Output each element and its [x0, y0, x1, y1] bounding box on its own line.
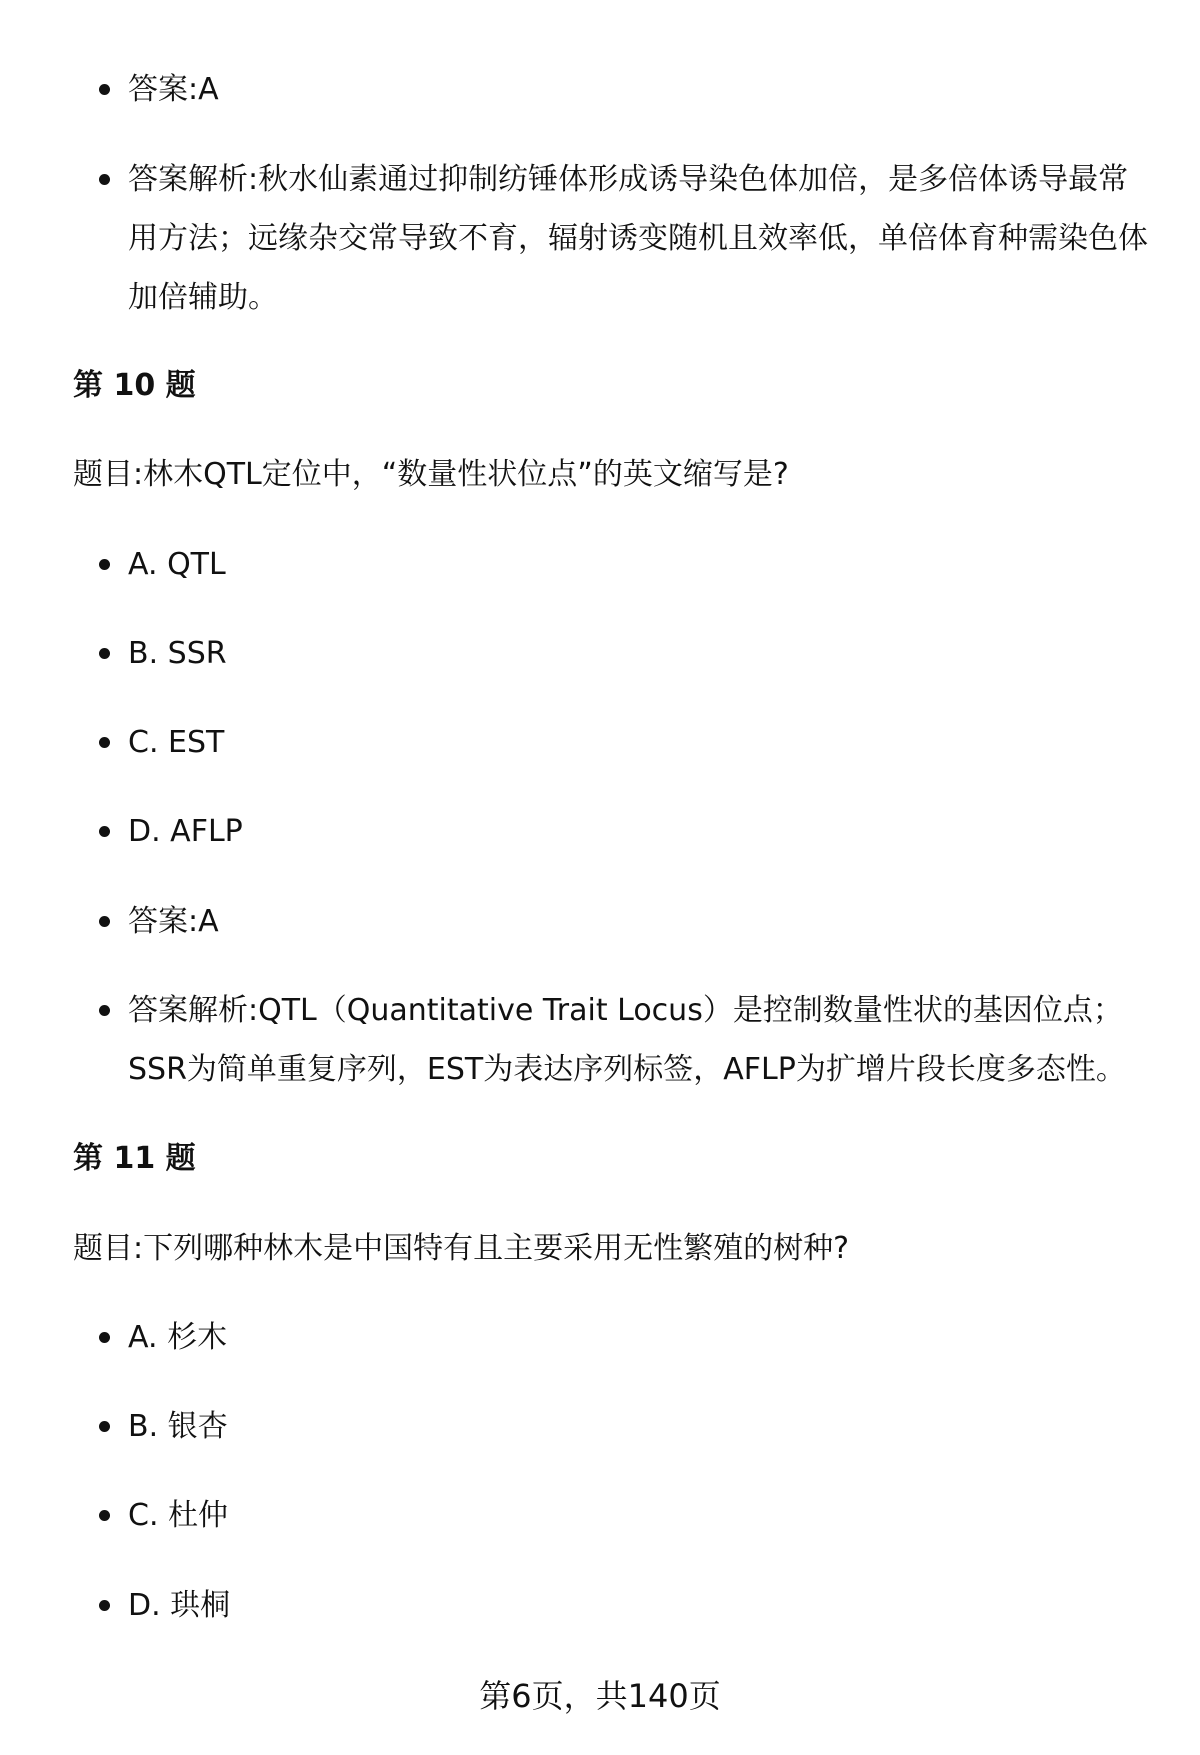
q11-question: 题目:下列哪种林木是中国特有且主要采用无性繁殖的树种? [73, 1231, 850, 1266]
q10-option-a: A. QTL [128, 535, 1158, 594]
q10-answer: 答案:A [128, 892, 1158, 951]
q11-heading: 第 11 题 [73, 1141, 196, 1176]
q11-option-d: D. 珙桐 [128, 1576, 1158, 1635]
page-number-footer: 第6页，共140页 [479, 1677, 721, 1715]
q9-explanation: 答案解析:秋水仙素通过抑制纺锤体形成诱导染色体加倍，是多倍体诱导最常用方法；远缘杂交常导致不育，辐射诱变随机且效率低，单倍体育种需染色体加倍辅助。 [128, 150, 1158, 327]
q10-option-d: D. AFLP [128, 802, 1158, 861]
q10-option-c: C. EST [128, 713, 1158, 772]
q11-option-c: C. 杜仲 [128, 1486, 1158, 1545]
q10-explanation: 答案解析:QTL（Quantitative Trait Locus）是控制数量性状的基因位点；SSR为简单重复序列，EST为表达序列标签，AFLP为扩增片段长度多态性。 [128, 981, 1158, 1099]
q10-heading: 第 10 题 [73, 368, 196, 403]
q9-answer: 答案:A [128, 60, 1158, 119]
q11-option-a: A. 杉木 [128, 1308, 1158, 1367]
q10-option-b: B. SSR [128, 624, 1158, 683]
q10-question: 题目:林木QTL定位中，“数量性状位点”的英文缩写是? [73, 457, 789, 492]
q11-option-b: B. 银杏 [128, 1397, 1158, 1456]
